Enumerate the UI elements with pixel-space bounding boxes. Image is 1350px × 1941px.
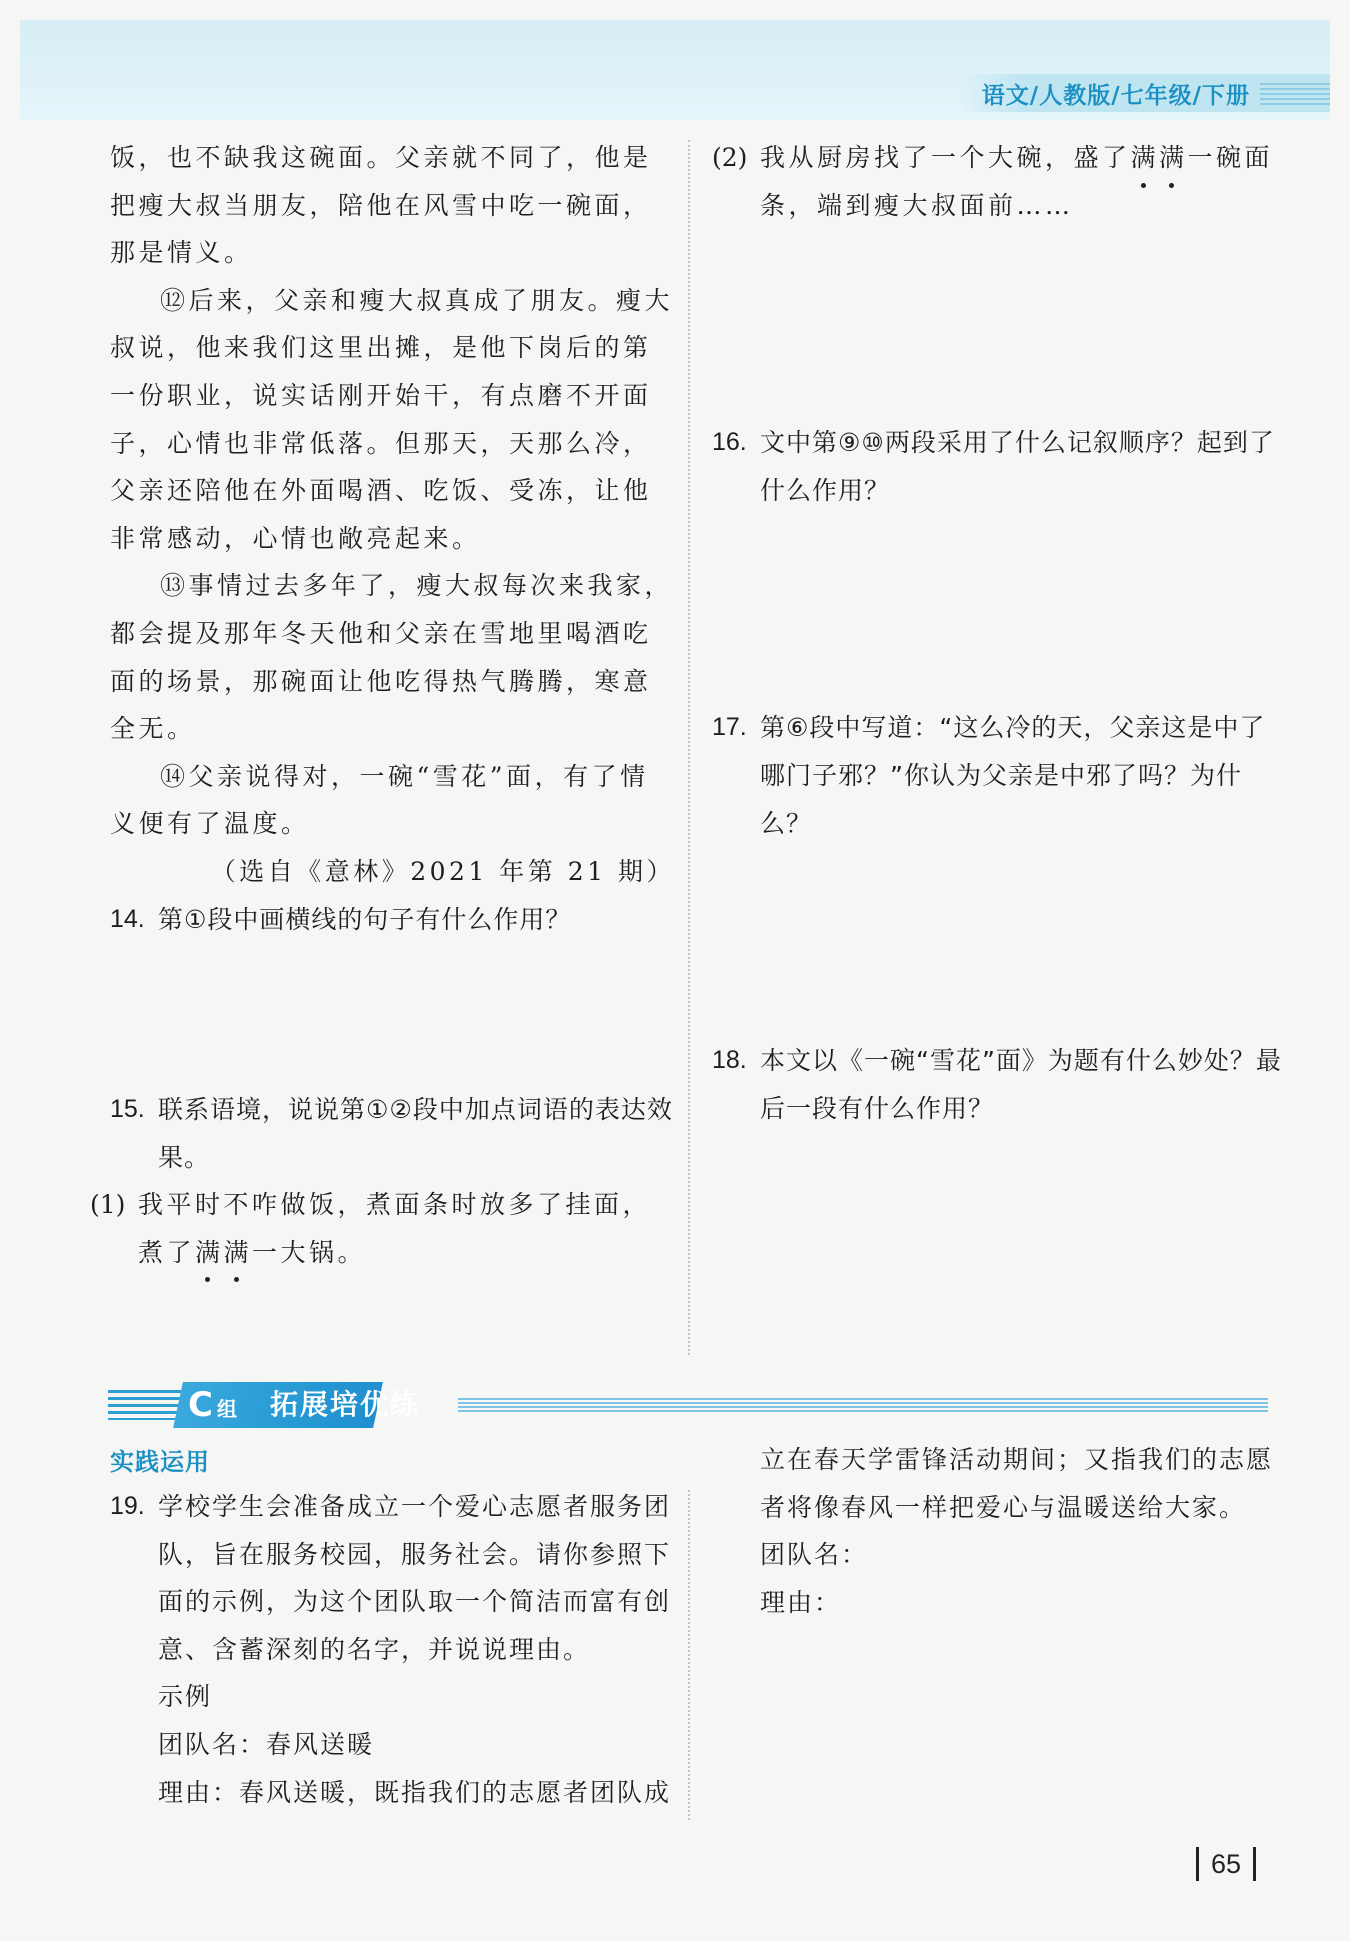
question-15-1: [90, 1181, 675, 1276]
question-19: [110, 1483, 678, 1816]
question-16: [712, 419, 1282, 514]
page-number-bar-left: [1196, 1847, 1199, 1881]
question-number: 19.: [110, 1492, 145, 1520]
question-14: [110, 896, 675, 944]
sub-question-text-end: 一大锅。: [252, 1237, 367, 1267]
question-text: 第⑥段中写道：“这么冷的天，父亲这是中了哪门子邪？”你认为父亲是中邪了吗？为什么？: [760, 713, 1266, 838]
answer-team-name-label[interactable]: 团队名：: [760, 1540, 869, 1570]
group-badge: [188, 1382, 237, 1428]
example-team-name: 团队名：春风送暖: [158, 1729, 375, 1759]
paragraph-13: ⑬事情过去多年了，瘦大叔每次来我家，都会提及那年冬天他和父亲在雪地里喝酒吃面的场景，那碗面让他吃得热气腾腾，寒意全无。: [110, 571, 674, 744]
question-19-left: [110, 1483, 678, 1816]
example-label: 示例: [158, 1682, 213, 1712]
answer-space-14[interactable]: [110, 943, 675, 1086]
column-divider-bottom: [688, 1490, 690, 1820]
answer-space-16[interactable]: [712, 514, 1282, 704]
question-text: 联系语境，说说第①②段中加点词语的表达效果。: [158, 1095, 673, 1172]
page-number-value: 65: [1211, 1848, 1242, 1879]
emphasis-char: 满: [224, 1229, 253, 1277]
sub-question-text: 我从厨房找了一个大碗，盛了: [760, 143, 1131, 172]
sub-question-number: (1): [90, 1190, 126, 1220]
answer-reason-label[interactable]: 理由：: [760, 1587, 842, 1617]
emphasis-char: 满: [1131, 134, 1160, 182]
paragraph: 饭，也不缺我这碗面。父亲就不同了，他是把瘦大叔当朋友，陪他在风雪中吃一碗面，那是情义。: [110, 143, 652, 268]
example-reason-cont: 立在春天学雷锋活动期间；又指我们的志愿者将像春风一样把爱心与温暖送给大家。: [760, 1445, 1274, 1522]
question-15: [110, 1086, 675, 1181]
source-citation: （选自《意林》2021 年第 21 期）: [210, 856, 675, 886]
question-text: 第①段中画横线的句子有什么作用？: [158, 904, 572, 934]
section-banner: [108, 1378, 1268, 1432]
question-text: 本文以《一碗“雪花”面》为题有什么妙处？最后一段有什么作用？: [760, 1046, 1282, 1123]
question-text: 文中第⑨⑩两段采用了什么记叙顺序？起到了什么作用？: [760, 428, 1275, 505]
page-number-bar-right: [1253, 1847, 1256, 1881]
question-number: 18.: [712, 1046, 747, 1075]
question-number: 14.: [110, 904, 145, 933]
left-column: [90, 134, 675, 1276]
group-suffix: 组: [216, 1397, 237, 1421]
question-number: 16.: [712, 428, 747, 457]
question-15-2: [712, 134, 1282, 229]
subsection-label: 实践运用: [110, 1448, 210, 1476]
column-divider: [688, 140, 690, 1355]
page-number: [1196, 1844, 1256, 1884]
example-reason: 理由：春风送暖，既指我们的志愿者团队成: [158, 1777, 672, 1807]
right-column: [712, 134, 1282, 1132]
banner-rule: [458, 1398, 1268, 1412]
paragraph-12: ⑫后来，父亲和瘦大叔真成了朋友。瘦大叔说，他来我们这里出摊，是他下岗后的第一份职业，说实话刚开始干，有点磨不开面子，心情也非常低落。但那天，天那么冷，父亲还陪他在外面喝酒、吃饭、受冻，让他非常感动，心情也敞亮起来。: [110, 285, 674, 553]
answer-space-15-2[interactable]: [712, 229, 1282, 419]
question-number: 17.: [712, 713, 747, 742]
paragraph-14: ⑭父亲说得对，一碗“雪花”面，有了情义便有了温度。: [110, 761, 649, 839]
answer-space-17[interactable]: [712, 847, 1282, 1037]
group-letter: C: [188, 1385, 213, 1425]
question-number: 15.: [110, 1095, 145, 1124]
sub-question-text: 我平时不咋做饭，煮面条时放多了挂面，煮了: [138, 1190, 652, 1267]
sub-question-text-end: 一碗面条，端到瘦大叔面前……: [760, 143, 1274, 220]
question-18: [712, 1037, 1282, 1132]
header-stripes: [1260, 83, 1330, 105]
breadcrumb: 语文/人教版/七年级/下册: [981, 82, 1250, 109]
emphasis-char: 满: [195, 1229, 224, 1277]
question-text: 学校学生会准备成立一个爱心志愿者服务团队，旨在服务校园，服务社会。请你参照下面的示例，为这个团队取一个简洁而富有创意、含蓄深刻的名字，并说说理由。: [158, 1492, 672, 1664]
section-title: 拓展培优练: [270, 1388, 421, 1421]
sub-question-number: (2): [712, 143, 748, 172]
question-17: [712, 704, 1282, 847]
emphasis-char: 满: [1159, 134, 1188, 182]
question-19-right: [760, 1436, 1282, 1626]
